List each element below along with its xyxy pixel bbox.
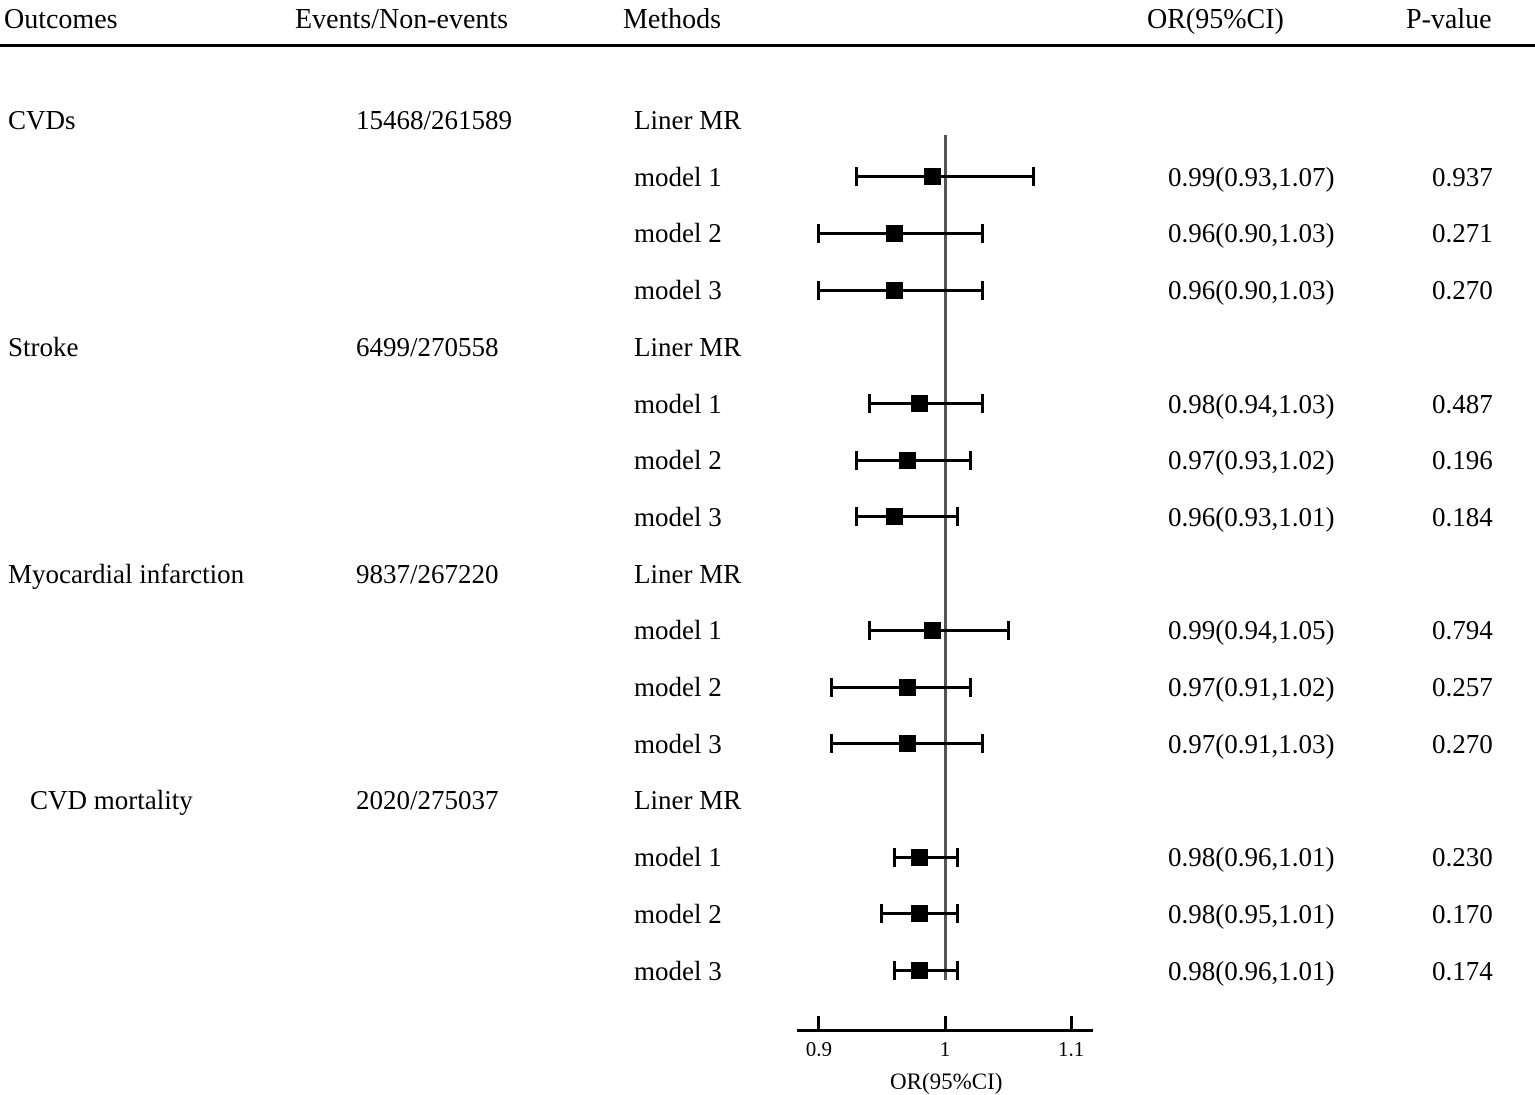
events-value: 6499/270558 — [356, 331, 499, 362]
method-label: model 1 — [634, 842, 722, 873]
p-value: 0.257 — [1432, 672, 1493, 702]
ci-upper-cap — [956, 904, 959, 923]
header-rule — [0, 44, 1535, 47]
p-value: 0.170 — [1432, 898, 1493, 929]
axis-tick-label: 1.1 — [1057, 1036, 1085, 1061]
method-label: Liner MR — [634, 105, 742, 135]
ci-upper-cap — [981, 734, 984, 753]
ci-lower-cap — [868, 621, 871, 640]
p-value: 0.794 — [1432, 615, 1493, 646]
column-header-outcomes: Outcomes — [4, 4, 118, 35]
method-label: Liner MR — [634, 785, 742, 816]
ci-lower-cap — [868, 394, 871, 413]
outcome-label: CVDs — [8, 105, 76, 135]
point-estimate-marker — [886, 282, 903, 299]
point-estimate-marker — [924, 168, 941, 185]
ci-upper-cap — [956, 507, 959, 526]
axis-tick — [817, 1016, 820, 1029]
forest-plot-area — [800, 60, 1090, 1094]
ci-upper-cap — [981, 281, 984, 300]
ci-lower-cap — [880, 904, 883, 923]
point-estimate-marker — [899, 679, 916, 696]
or-value: 0.98(0.96,1.01) — [1168, 842, 1335, 873]
column-header-events: Events/Non-events — [295, 4, 509, 35]
p-value: 0.271 — [1432, 218, 1493, 249]
p-value: 0.184 — [1432, 501, 1493, 532]
outcome-label: CVD mortality — [30, 785, 193, 816]
ci-lower-cap — [817, 224, 820, 243]
p-value: 0.230 — [1432, 842, 1493, 873]
events-value: 9837/267220 — [356, 558, 499, 589]
method-label: model 3 — [634, 728, 722, 759]
method-label: Liner MR — [634, 558, 742, 589]
or-value: 0.99(0.94,1.05) — [1168, 615, 1335, 646]
or-value: 0.97(0.91,1.02) — [1168, 672, 1335, 702]
axis-title: OR(95%CI) — [890, 1068, 1003, 1094]
point-estimate-marker — [911, 905, 928, 922]
ci-upper-cap — [981, 224, 984, 243]
ci-lower-cap — [855, 167, 858, 186]
table-header — [0, 0, 1535, 44]
column-header-pvalue: P-value — [1406, 4, 1492, 35]
p-value: 0.270 — [1432, 275, 1493, 306]
ci-upper-cap — [969, 678, 972, 697]
ci-upper-cap — [956, 848, 959, 867]
p-value: 0.937 — [1432, 161, 1493, 192]
method-label: model 1 — [634, 388, 722, 419]
ci-lower-cap — [830, 678, 833, 697]
point-estimate-marker — [924, 622, 941, 639]
or-value: 0.96(0.90,1.03) — [1168, 218, 1335, 249]
ci-lower-cap — [817, 281, 820, 300]
point-estimate-marker — [886, 225, 903, 242]
outcome-label: Stroke — [8, 331, 79, 362]
p-value: 0.196 — [1432, 445, 1493, 476]
axis-tick — [944, 1016, 947, 1029]
method-label: model 2 — [634, 218, 722, 249]
point-estimate-marker — [899, 452, 916, 469]
method-label: model 2 — [634, 445, 722, 476]
events-value: 15468/261589 — [356, 105, 513, 135]
ci-lower-cap — [893, 848, 896, 867]
point-estimate-marker — [911, 962, 928, 979]
method-label: model 3 — [634, 955, 722, 986]
ci-upper-cap — [969, 451, 972, 470]
or-value: 0.98(0.94,1.03) — [1168, 388, 1335, 419]
p-value: 0.270 — [1432, 728, 1493, 759]
axis-baseline — [797, 1029, 1093, 1032]
method-label: model 3 — [634, 501, 722, 532]
axis-tick-label: 0.9 — [805, 1036, 833, 1061]
method-label: Liner MR — [634, 331, 742, 362]
ci-line — [857, 515, 958, 518]
point-estimate-marker — [886, 508, 903, 525]
point-estimate-marker — [911, 395, 928, 412]
or-value: 0.96(0.90,1.03) — [1168, 275, 1335, 306]
or-value: 0.97(0.93,1.02) — [1168, 445, 1335, 476]
point-estimate-marker — [899, 735, 916, 752]
or-value: 0.99(0.93,1.07) — [1168, 161, 1335, 192]
p-value: 0.174 — [1432, 955, 1493, 986]
axis-tick-label: 1 — [939, 1036, 951, 1061]
ci-lower-cap — [855, 451, 858, 470]
ci-upper-cap — [1032, 167, 1035, 186]
or-value: 0.96(0.93,1.01) — [1168, 501, 1335, 532]
reference-line — [944, 135, 947, 980]
p-value: 0.487 — [1432, 388, 1493, 419]
or-value: 0.97(0.91,1.03) — [1168, 728, 1335, 759]
outcome-label: Myocardial infarction — [8, 558, 245, 589]
column-header-methods: Methods — [623, 4, 721, 35]
ci-upper-cap — [956, 961, 959, 980]
point-estimate-marker — [911, 849, 928, 866]
or-value: 0.98(0.96,1.01) — [1168, 955, 1335, 986]
ci-upper-cap — [1007, 621, 1010, 640]
method-label: model 3 — [634, 275, 722, 306]
column-header-or: OR(95%CI) — [1147, 4, 1284, 35]
method-label: model 2 — [634, 672, 722, 702]
axis-tick — [1070, 1016, 1073, 1029]
method-label: model 1 — [634, 615, 722, 646]
or-value: 0.98(0.95,1.01) — [1168, 898, 1335, 929]
method-label: model 1 — [634, 161, 722, 192]
ci-line — [857, 175, 1034, 178]
ci-upper-cap — [981, 394, 984, 413]
method-label: model 2 — [634, 898, 722, 929]
events-value: 2020/275037 — [356, 785, 499, 816]
ci-lower-cap — [893, 961, 896, 980]
ci-lower-cap — [855, 507, 858, 526]
ci-lower-cap — [830, 734, 833, 753]
